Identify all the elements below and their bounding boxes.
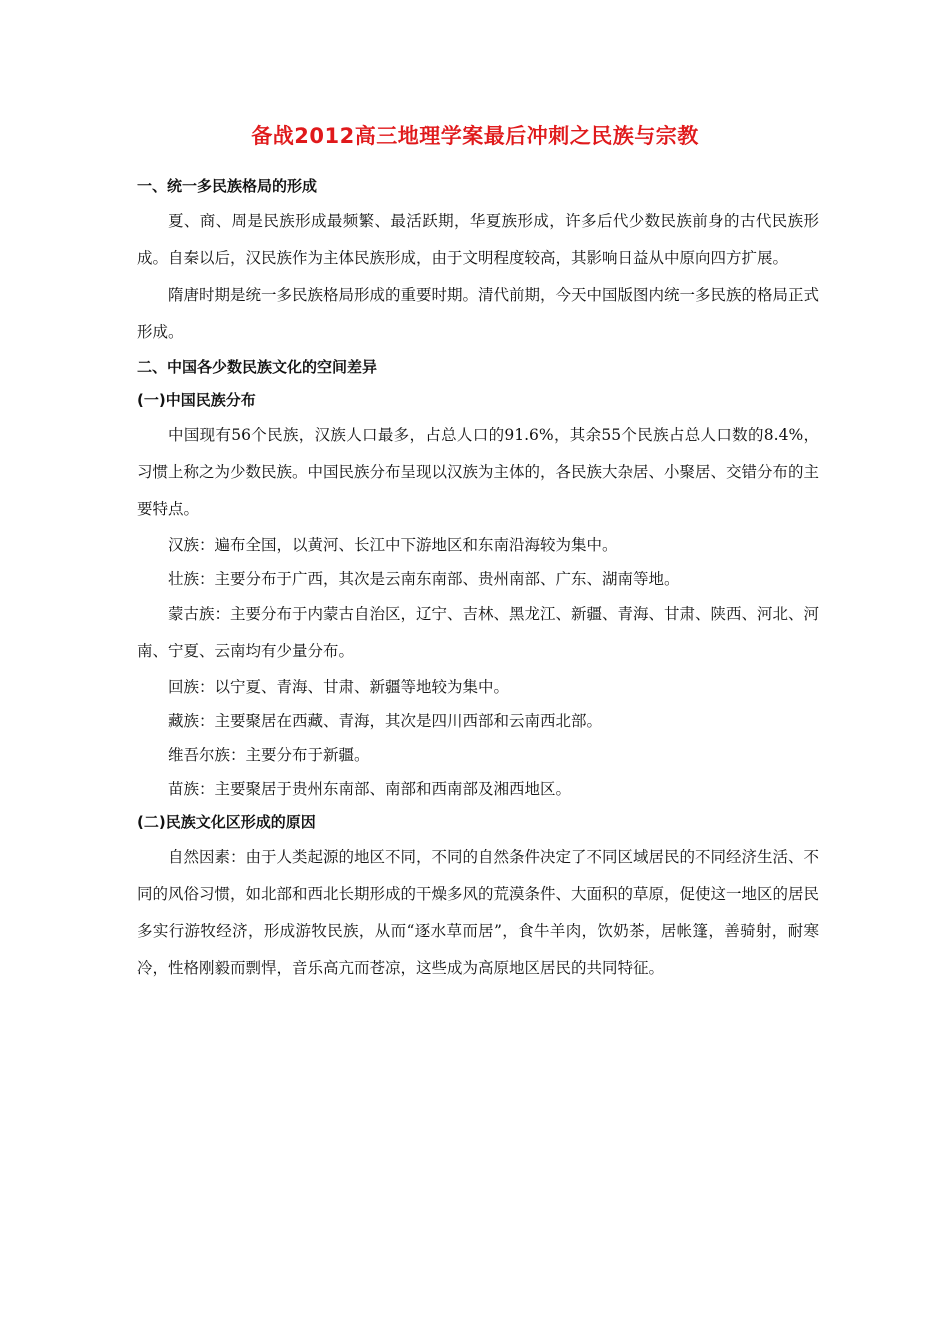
zang-paragraph: 藏族：主要聚居在西藏、青海，其次是四川西部和云南西北部。 (168, 712, 603, 730)
natural-factors-paragraph: 自然因素：由于人类起源的地区不同，不同的自然条件决定了不同区域居民的不同经济生活、不同的风俗习惯，如北部和西北长期形成的干燥多风的荒漠条件、大面积的草原，促使这一地区的居民多实行游牧经济，形成游牧民族，从而“逐水草而居”，食牛羊肉，饮奶茶，居帐篷，善骑射，耐寒冷，性格刚毅而剽悍，音乐高亢而苍凉，这些成为高原地区居民的共同特征。 (137, 848, 820, 977)
population-paragraph: 中国现有56个民族，汉族人口最多，占总人口的91.6%，其余55个民族占总人口数的8.4%，习惯上称之为少数民族。中国民族分布呈现以汉族为主体的，各民族大杂居、小聚居、交错分布的主要特点。 (137, 426, 820, 518)
han-paragraph: 汉族：遍布全国，以黄河、长江中下游地区和东南沿海较为集中。 (168, 536, 618, 554)
section-1-paragraph-2: 隋唐时期是统一多民族格局形成的重要时期。清代前期，今天中国版图内统一多民族的格局正式形成。 (137, 286, 820, 341)
zhuang-paragraph: 壮族：主要分布于广西，其次是云南东南部、贵州南部、广东、湖南等地。 (168, 570, 680, 588)
mongol-paragraph: 蒙古族：主要分布于内蒙古自治区，辽宁、吉林、黑龙江、新疆、青海、甘肃、陕西、河北、河南、宁夏、云南均有少量分布。 (137, 605, 820, 660)
section-1-paragraph-1: 夏、商、周是民族形成最频繁、最活跃期，华夏族形成，许多后代少数民族前身的古代民族形成。自秦以后，汉民族作为主体民族形成，由于文明程度较高，其影响日益从中原向四方扩展。 (137, 212, 819, 267)
subsection-2-heading: (二)民族文化区形成的原因 (137, 813, 316, 831)
miao-paragraph: 苗族：主要聚居于贵州东南部、南部和西南部及湘西地区。 (168, 780, 572, 798)
section-1-heading: 一、统一多民族格局的形成 (137, 177, 318, 195)
uyghur-paragraph: 维吾尔族：主要分布于新疆。 (168, 746, 370, 764)
document-title: 备战2012高三地理学案最后冲刺之民族与宗教 (251, 124, 699, 148)
section-2-heading: 二、中国各少数民族文化的空间差异 (137, 358, 378, 376)
hui-paragraph: 回族：以宁夏、青海、甘肃、新疆等地较为集中。 (168, 678, 510, 696)
subsection-1-heading: (一)中国民族分布 (137, 391, 256, 409)
document-body (137, 170, 819, 987)
